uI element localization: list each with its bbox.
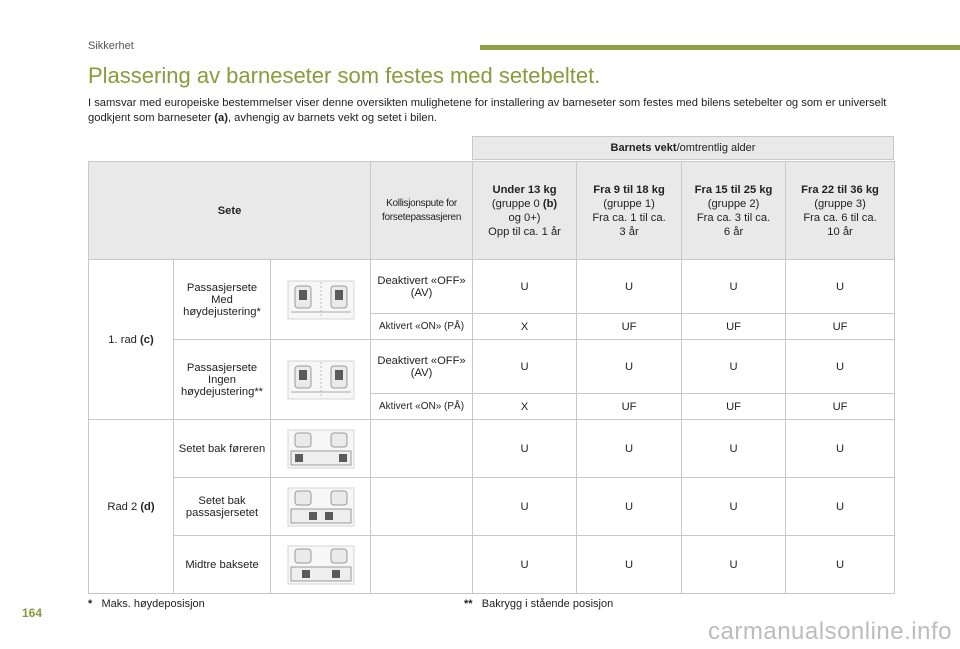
table-row — [89, 420, 895, 478]
value-cell: U — [473, 536, 577, 594]
header-group-2: Fra 15 til 25 kg (gruppe 2) Fra ca. 3 til ca. 6 år — [682, 162, 786, 260]
table-row — [89, 340, 895, 394]
airbag-off: Deaktivert «OFF» (AV) — [371, 260, 473, 314]
value-cell: U — [682, 478, 786, 536]
seat-illustration-rear-middle — [271, 536, 371, 594]
value-cell: U — [577, 420, 682, 478]
car-seats-icon — [285, 485, 357, 529]
airbag-on: Aktivert «ON» (PÅ) — [371, 394, 473, 420]
value-cell: UF — [682, 314, 786, 340]
row-label-front: 1. rad (c) — [89, 260, 174, 420]
value-cell: UF — [786, 394, 895, 420]
seat-name: Setet bak passasjersetet — [174, 478, 271, 536]
value-cell: U — [786, 420, 895, 478]
header-group-0: Under 13 kg (gruppe 0 (b) og 0+) Opp til ca. 1 år — [473, 162, 577, 260]
table-row — [89, 536, 895, 594]
intro-text-end: , avhengig av barnets vekt og setet i bilen. — [227, 112, 437, 124]
seat-name: Setet bak føreren — [174, 420, 271, 478]
table-row — [89, 260, 895, 314]
footnote-backrest: ** Bakrygg i stående posisjon — [464, 598, 614, 610]
airbag-na — [371, 478, 473, 536]
value-cell: U — [786, 340, 895, 394]
seat-illustration-rear-left — [271, 420, 371, 478]
child-seat-table — [88, 161, 895, 594]
intro-note-ref: (a) — [214, 112, 228, 124]
seat-name: Passasjersete Ingen høydejustering** — [174, 340, 271, 420]
value-cell: X — [473, 314, 577, 340]
value-cell: UF — [577, 394, 682, 420]
page-number: 164 — [22, 606, 43, 620]
seat-illustration-front-a — [271, 260, 371, 340]
value-cell: U — [473, 260, 577, 314]
value-cell: U — [786, 260, 895, 314]
value-cell: U — [682, 260, 786, 314]
seat-name: Passasjersete Med høydejustering* — [174, 260, 271, 340]
header-group-1: Fra 9 til 18 kg (gruppe 1) Fra ca. 1 til ca. 3 år — [577, 162, 682, 260]
value-cell: U — [473, 340, 577, 394]
value-cell: U — [786, 536, 895, 594]
value-cell: U — [682, 420, 786, 478]
value-cell: UF — [577, 314, 682, 340]
airbag-off: Deaktivert «OFF» (AV) — [371, 340, 473, 394]
weight-header — [472, 136, 894, 160]
value-cell: U — [577, 536, 682, 594]
car-seats-icon — [285, 278, 357, 322]
watermark: carmanualsonline.info — [708, 618, 952, 645]
car-seats-icon — [285, 543, 357, 587]
section-color-bar — [480, 45, 960, 50]
airbag-on: Aktivert «ON» (PÅ) — [371, 314, 473, 340]
value-cell: U — [577, 340, 682, 394]
value-cell: U — [577, 260, 682, 314]
weight-header-bold: Barnets vekt — [610, 142, 677, 154]
car-seats-icon — [285, 427, 357, 471]
value-cell: UF — [682, 394, 786, 420]
value-cell: X — [473, 394, 577, 420]
value-cell: U — [786, 478, 895, 536]
seat-name: Midtre baksete — [174, 536, 271, 594]
intro-paragraph — [88, 96, 888, 126]
weight-header-rest: /omtrentlig alder — [676, 142, 756, 154]
intro-text: I samsvar med europeiske bestemmelser viser denne oversikten mulighetene for installering av barneseter som festes med bilens setebelter og som er universelt godkjent som barneseter — [88, 97, 887, 124]
value-cell: U — [577, 478, 682, 536]
footnote-max-height: * Maks. høydeposisjon — [88, 598, 205, 610]
row-label-rear: Rad 2 (d) — [89, 420, 174, 594]
table-row — [89, 478, 895, 536]
airbag-na — [371, 536, 473, 594]
seat-illustration-rear-right — [271, 478, 371, 536]
header-seat: Sete — [89, 162, 371, 260]
value-cell: U — [682, 340, 786, 394]
airbag-na — [371, 420, 473, 478]
header-airbag: Kollisjonspute for forsetepassasjeren — [371, 162, 473, 260]
section-label: Sikkerhet — [88, 40, 134, 52]
value-cell: U — [682, 536, 786, 594]
page-title: Plassering av barneseter som festes med setebeltet. — [88, 63, 601, 88]
seat-illustration-front-b — [271, 340, 371, 420]
value-cell: U — [473, 420, 577, 478]
value-cell: UF — [786, 314, 895, 340]
car-seats-icon — [285, 358, 357, 402]
header-group-3: Fra 22 til 36 kg (gruppe 3) Fra ca. 6 til ca. 10 år — [786, 162, 895, 260]
value-cell: U — [473, 478, 577, 536]
